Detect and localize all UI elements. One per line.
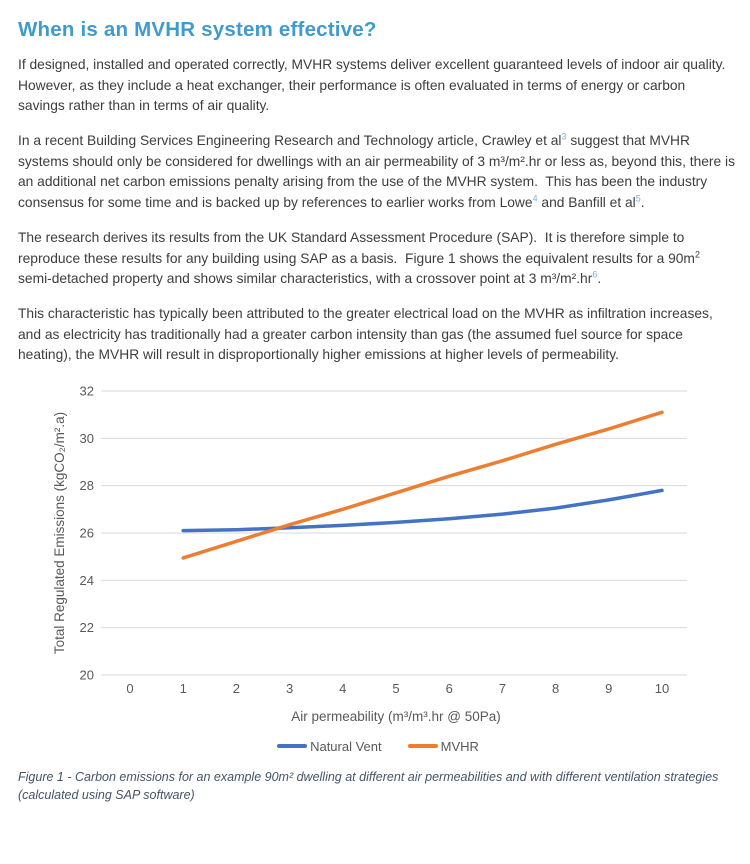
legend-item-natural-vent [277, 739, 382, 754]
page-title: When is an MVHR system effective? [18, 18, 377, 41]
figure-1 [18, 380, 735, 754]
series-line-mvhr [183, 412, 662, 558]
emissions-chart [18, 380, 750, 732]
x-tick-label: 3 [285, 680, 294, 696]
footnote-ref[interactable]: 3 [561, 131, 567, 142]
y-tick-label: 28 [79, 478, 94, 494]
paragraph-sap-results: The research derives its results from the UK Standard Assessment Procedure (SAP). It is therefore simple to reproduce these results for any building using SAP as a basis. Figure 1 shows the equivalent results for a $90m^2$ semi-detached property and shows similar characteristics, with a crossover point at 3 m³/m².hr$^6$. [18, 229, 704, 287]
superscript-text: 2 [694, 248, 700, 259]
x-tick-label: 7 [498, 680, 507, 696]
paragraph-characteristic: This characteristic has typically been attributed to the greater electrical load on the MVHR as infiltration increases, and as electricity has traditionally had a greater carbon intensity than gas (the assumed fuel source for space heating), the MVHR will result in disproportionally higher emissions at higher levels of permeability. [18, 305, 717, 363]
legend-label: MVHR [440, 738, 479, 754]
x-tick-label: 1 [179, 680, 187, 696]
y-tick-label: 32 [79, 383, 94, 399]
x-tick-label: 6 [445, 680, 453, 696]
legend-swatch [408, 744, 438, 748]
chart-legend [18, 739, 738, 754]
x-tick-label: 2 [232, 680, 241, 696]
x-tick-label: 4 [339, 680, 347, 696]
x-tick-label: 10 [654, 680, 670, 696]
footnote-ref[interactable]: 4 [532, 193, 538, 204]
y-tick-label: 24 [79, 572, 94, 588]
y-tick-label: 22 [79, 620, 94, 636]
series-line-natural-vent [183, 490, 662, 530]
legend-label: Natural Vent [310, 738, 382, 754]
footnote-ref[interactable]: 6 [592, 269, 598, 280]
y-tick-label: 20 [79, 667, 94, 683]
legend-swatch [277, 744, 307, 748]
x-tick-label: 8 [551, 680, 560, 696]
figure-caption: Figure 1 - Carbon emissions for an example 90m² dwelling at different air permeabilities and with different ventilation strategies (calculated using SAP software) [18, 769, 719, 803]
x-tick-label: 9 [605, 680, 613, 696]
y-tick-label: 26 [79, 525, 94, 541]
x-tick-label: 0 [126, 680, 134, 696]
paragraph-intro: If designed, installed and operated correctly, MVHR systems deliver excellent guaranteed levels of indoor air quality. However, as they include a heat exchanger, their performance is often evaluated in terms of energy or carbon savings rather than in terms of air quality. [18, 57, 733, 114]
y-tick-label: 30 [79, 430, 94, 446]
footnote-ref[interactable]: 5 [635, 193, 641, 204]
y-axis-title: Total Regulated Emissions (kgCO₂/m².a) [52, 411, 67, 655]
x-axis-title: Air permeability (m³/m³.hr @ 50Pa) [291, 708, 501, 724]
paragraph-research-article: In a recent Building Services Engineering Research and Technology article, Crawley et al$^3$ suggest that MVHR systems should only be considered for dwellings with an air permeability of 3 m³/m².hr or less as, beyond this, there is an additional net carbon emissions penalty arising from the use of the MVHR system. This has been the industry consensus for some time and is backed up by references to earlier works from Lowe$^4$ and Banfill et al$^5$. [18, 131, 739, 211]
legend-item-mvhr [408, 739, 479, 754]
x-tick-label: 5 [392, 680, 400, 696]
